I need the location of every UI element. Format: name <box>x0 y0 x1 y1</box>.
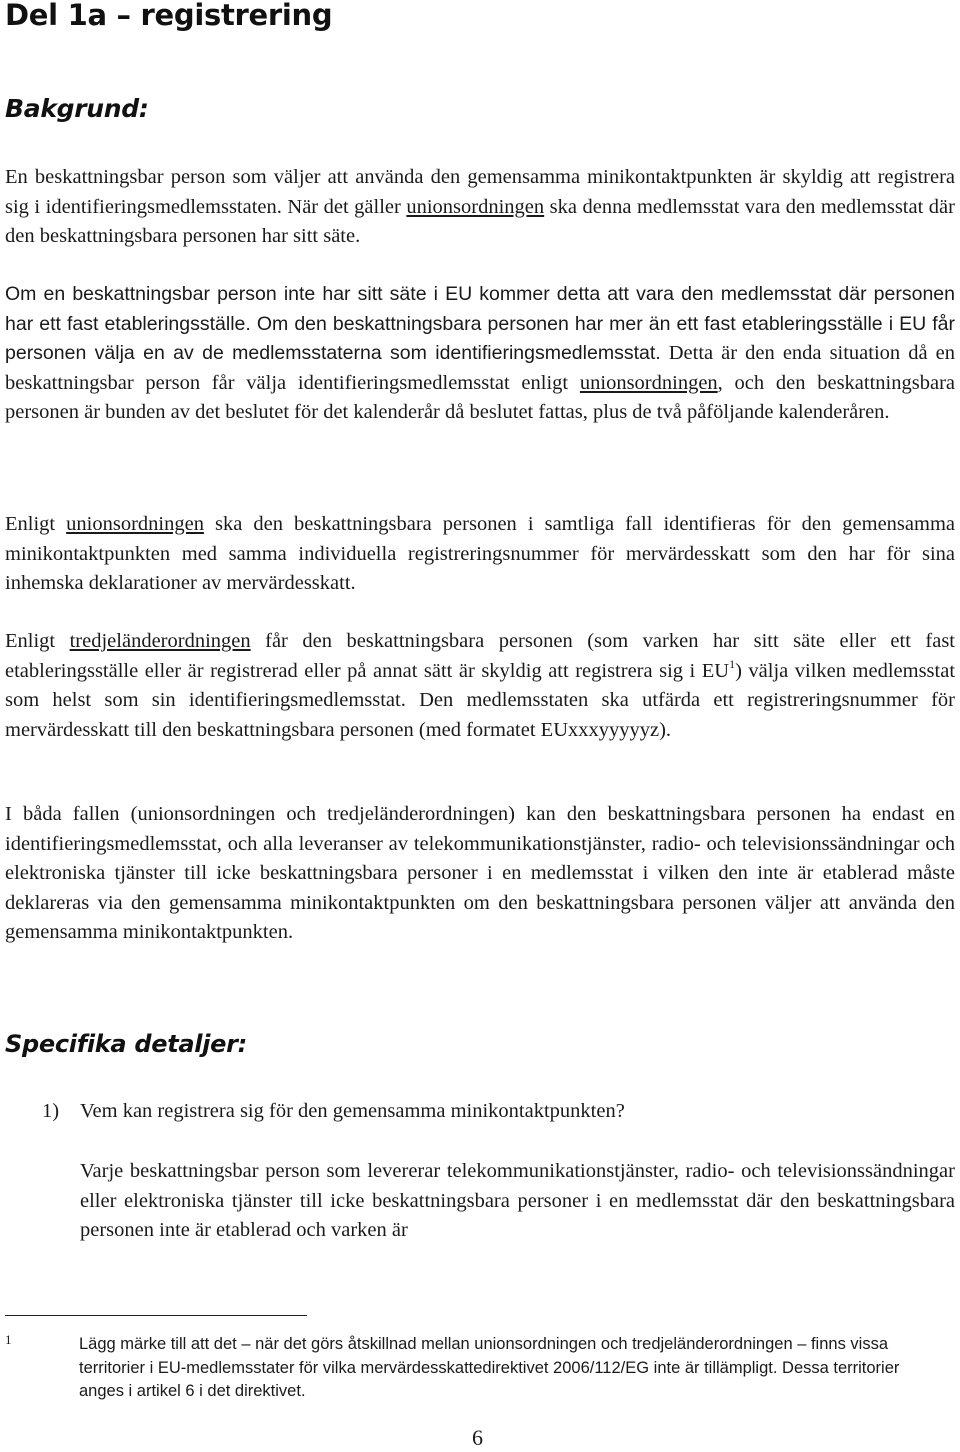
paragraph-1: En beskattningsbar person som väljer att använda den gemensamma minikontaktpunkten är skyldig att registrera sig i identifieringsmedlemsstaten. När det gäller unionsordningen ska denna medlemsstat vara den medlemsstat där den beskattningsbara personen har sitt säte. <box>5 166 955 247</box>
list-number: 1) <box>42 1100 60 1122</box>
term-unionsordningen: unionsordningen <box>66 513 204 535</box>
answer-text: Varje beskattningsbar person som levererar telekommunikationstjänster, radio- och televisionssändningar eller elektroniska tjänster till icke beskattningsbara personer i en medlemsstat där den beskattningsbara personen inte är etablerad och varken är <box>80 1160 955 1241</box>
footnote-divider <box>5 1315 307 1316</box>
list-item-question <box>42 1097 955 1127</box>
term-unionsordningen: unionsordningen <box>406 195 545 218</box>
footnote-ref[interactable]: 1 <box>729 656 736 671</box>
paragraph-3: Enligt unionsordningen ska den beskattningsbara personen i samtliga fall identifieras för den gemensamma minikontaktpunkten med samma individuella registreringsnummer för mervärdesskatt som den har för sina inhemska deklarationer av mervärdesskatt. <box>5 513 955 594</box>
paragraph-2: Om en beskattningsbar person inte har sitt säte i EU kommer detta att vara den medlemsstat där personen har ett fast etableringsställe. Om den beskattningsbara personen har mer än ett fast etableringsställe i EU får personen välja en av de medlemsstaterna som identifieringsmedlemsstat. Detta är den enda situation då en beskattningsbar person får välja identifieringsmedlemsstat enligt unionsordningen, och den beskattningsbara personen är bunden av det beslutet för det kalenderår då beslutet fattas, plus de två påföljande kalenderåren. <box>5 283 955 423</box>
page-number: 6 <box>472 1425 483 1450</box>
details-heading: Specifika detaljer: <box>5 1030 247 1058</box>
footnote-mark: 1 <box>5 1332 12 1347</box>
question-text: Vem kan registrera sig för den gemensamma minikontaktpunkten? <box>80 1100 625 1122</box>
page-title: Del 1a – registrering <box>5 0 333 32</box>
term-tredjelanderordningen: tredjeländerordningen <box>69 630 251 652</box>
paragraph-4: Enligt tredjeländerordningen får den beskattningsbara personen (som varken har sitt säte eller ett fast etableringsställe eller är registrerad eller på annat sätt är skyldig att registrera sig i $EU^1$) välja vilken medlemsstat som helst som sin identifieringsmedlemsstat. Den medlemsstaten ska utfärda ett registreringsnummer för mervärdesskatt till den beskattningsbara personen (med formatet EUxxxyyyyyz). <box>5 630 956 741</box>
footnote-text: Lägg märke till att det – när det görs åtskillnad mellan unionsordningen och tredjeländerordningen – finns vissa territorier i EU-medlemsstater för vilka mervärdesskattedirektivet 2006/112/EG inte är tillämpligt. Dessa territorier anges i artikel 6 i det direktivet. <box>79 1335 900 1400</box>
background-heading: Bakgrund: <box>5 94 149 123</box>
paragraph-5: I båda fallen (unionsordningen och tredjeländerordningen) kan den beskattningsbara personen ha endast en identifieringsmedlemsstat, och alla leveranser av telekommunikationstjänster, radio- och televisionssändningar och elektroniska tjänster till icke beskattningsbara personer i en medlemsstat i vilken den inte är etablerad måste deklareras via den gemensamma minikontaktpunkten om den beskattningsbara personen väljer att använda den gemensamma minikontaktpunkten. <box>5 803 955 943</box>
term-unionsordningen: unionsordningen <box>579 371 718 394</box>
